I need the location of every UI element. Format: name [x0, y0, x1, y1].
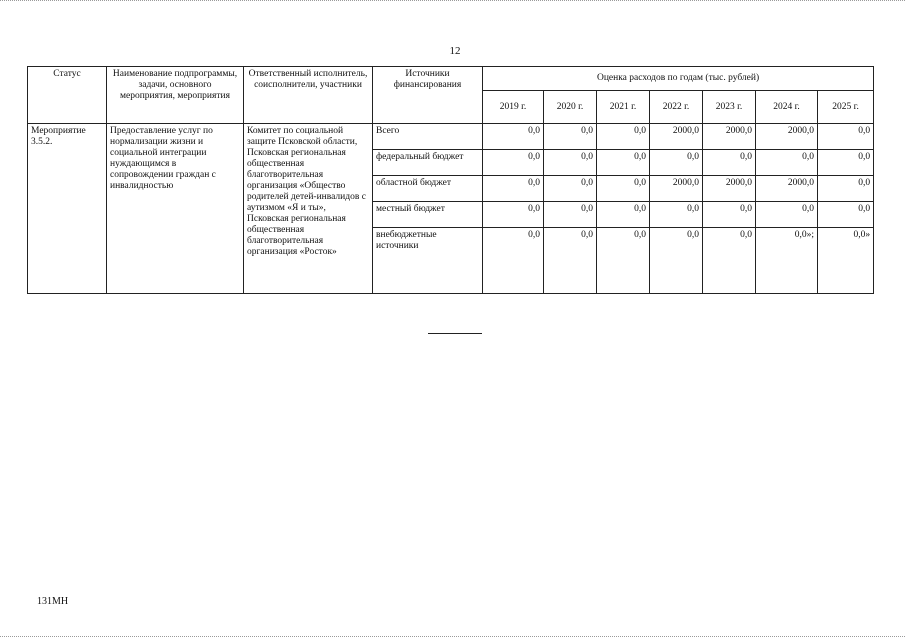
header-row: [28, 67, 874, 91]
scan-edge-bottom: [0, 636, 905, 639]
value-cell: 0,0: [756, 150, 818, 176]
table-row: [28, 124, 874, 150]
year-header: 2022 г.: [650, 91, 703, 124]
year-header: 2024 г.: [756, 91, 818, 124]
status-header: Статус: [28, 67, 107, 124]
value-cell: 0,0: [650, 202, 703, 228]
value-cell: 2000,0: [650, 176, 703, 202]
value-cell: 2000,0: [650, 124, 703, 150]
value-cell: 0,0: [597, 176, 650, 202]
value-cell: 2000,0: [756, 124, 818, 150]
event-status: Мероприятие 3.5.2.: [28, 124, 107, 294]
value-cell: 0,0: [756, 202, 818, 228]
executor-header: Ответственный исполнитель, соисполнители, участники: [244, 67, 373, 124]
value-cell: 0,0: [483, 228, 544, 294]
value-cell: 0,0: [544, 176, 597, 202]
value-cell: 0,0»;: [756, 228, 818, 294]
value-cell: 0,0: [818, 150, 874, 176]
year-header: 2021 г.: [597, 91, 650, 124]
page-number: 12: [449, 45, 461, 57]
event-name: Предоставление услуг по нормализации жизни и социальной интеграции нуждающимся в сопровождении граждан с инвалидностью: [107, 124, 244, 294]
source-cell: местный бюджет: [373, 202, 483, 228]
separator-line: [428, 333, 482, 334]
value-cell: 0,0: [703, 228, 756, 294]
value-cell: 0,0: [597, 202, 650, 228]
source-cell: Всего: [373, 124, 483, 150]
event-executor: Комитет по социальной защите Псковской области, Псковская региональная общественная благотворительная организация «Общество родителей детей-инвалидов с аутизмом «Я и ты», Псковская региональная общественная благотворительная организация «Росток»: [244, 124, 373, 294]
cost-group-header: Оценка расходов по годам (тыс. рублей): [483, 67, 874, 91]
source-cell: внебюджетные источники: [373, 228, 483, 294]
name-header: Наименование подпрограммы, задачи, основного мероприятия, мероприятия: [107, 67, 244, 124]
value-cell: 0,0: [544, 124, 597, 150]
value-cell: 2000,0: [703, 124, 756, 150]
value-cell: 0,0: [597, 228, 650, 294]
value-cell: 0,0: [703, 150, 756, 176]
scan-edge-top: [0, 0, 905, 4]
value-cell: 0,0: [597, 150, 650, 176]
year-header: 2020 г.: [544, 91, 597, 124]
value-cell: 0,0»: [818, 228, 874, 294]
year-header: 2019 г.: [483, 91, 544, 124]
value-cell: 0,0: [818, 176, 874, 202]
value-cell: 0,0: [818, 202, 874, 228]
year-header: 2025 г.: [818, 91, 874, 124]
expenditure-table: [27, 66, 874, 294]
value-cell: 2000,0: [756, 176, 818, 202]
value-cell: 2000,0: [703, 176, 756, 202]
value-cell: 0,0: [483, 124, 544, 150]
value-cell: 0,0: [818, 124, 874, 150]
source-cell: федеральный бюджет: [373, 150, 483, 176]
source-cell: областной бюджет: [373, 176, 483, 202]
year-header: 2023 г.: [703, 91, 756, 124]
value-cell: 0,0: [483, 202, 544, 228]
value-cell: 0,0: [483, 176, 544, 202]
sources-header: Источники финансирования: [373, 67, 483, 124]
value-cell: 0,0: [650, 228, 703, 294]
value-cell: 0,0: [650, 150, 703, 176]
document-code: 131МН: [37, 596, 69, 607]
value-cell: 0,0: [703, 202, 756, 228]
value-cell: 0,0: [483, 150, 544, 176]
value-cell: 0,0: [597, 124, 650, 150]
value-cell: 0,0: [544, 228, 597, 294]
value-cell: 0,0: [544, 150, 597, 176]
value-cell: 0,0: [544, 202, 597, 228]
